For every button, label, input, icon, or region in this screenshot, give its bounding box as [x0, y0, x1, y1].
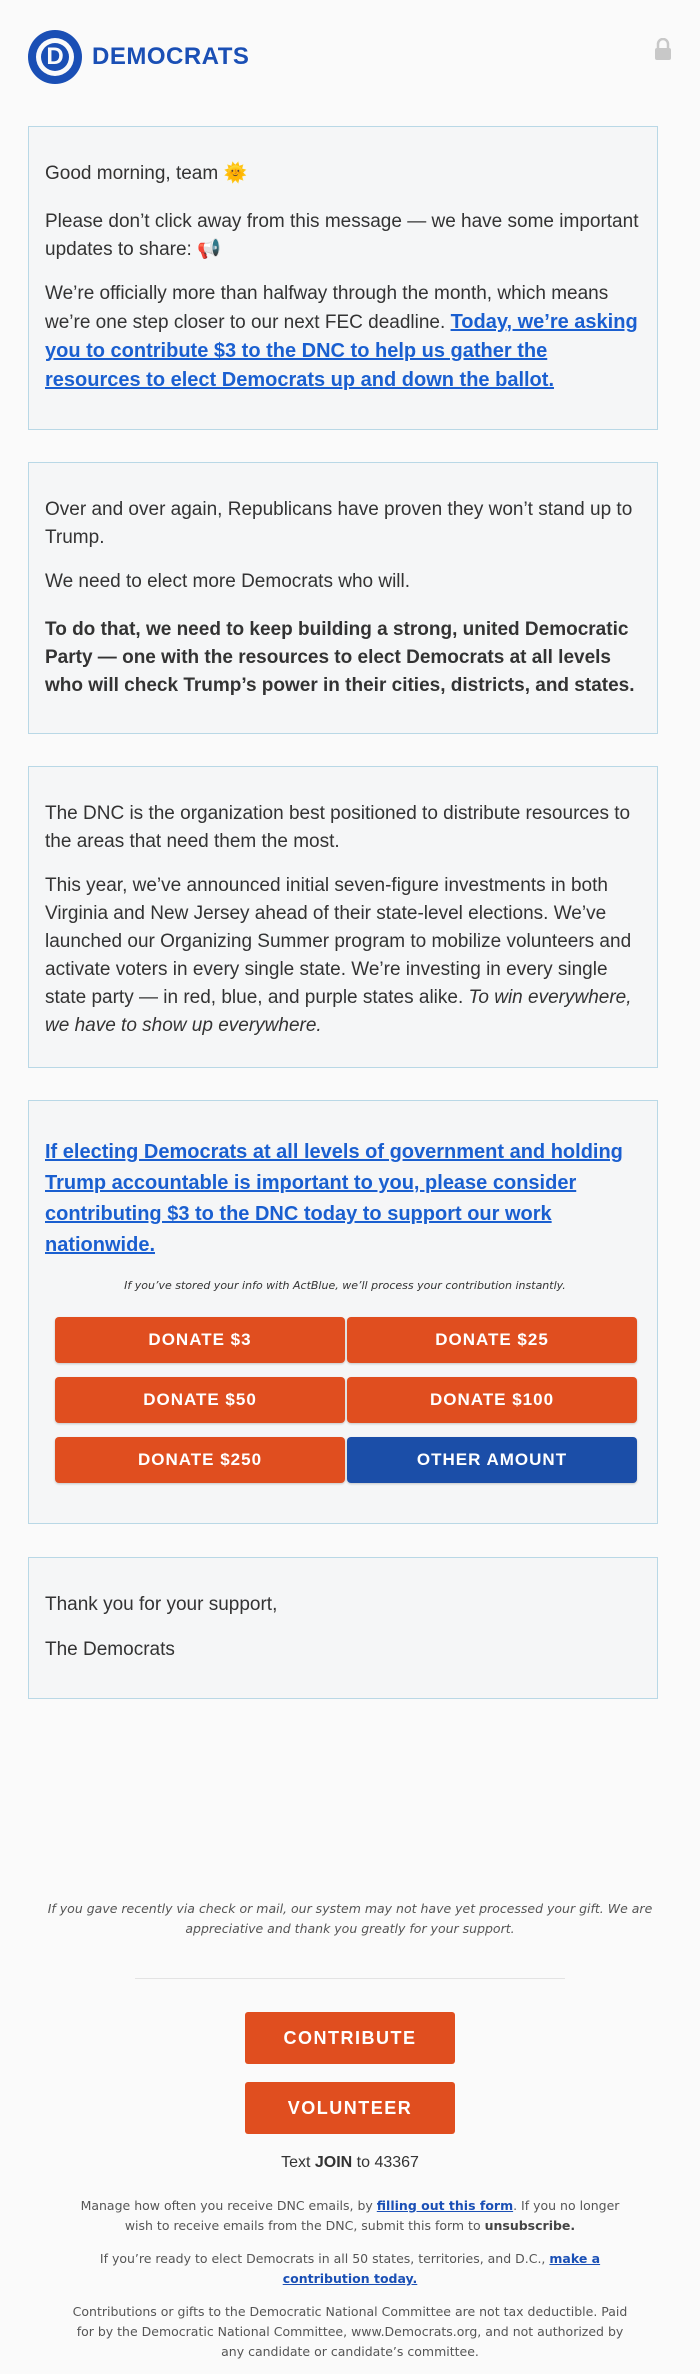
donate-100-button[interactable]: DONATE $100 — [347, 1377, 637, 1423]
democrats-logo[interactable] — [28, 30, 249, 84]
manage-emails-text: Manage how often you receive DNC emails, by filling out this form. If you no longer wish to receive emails from the DNC, submit this form to unsubscribe. — [80, 2198, 620, 2233]
signature-text: The Democrats — [45, 1639, 175, 1660]
logo-text: DEMOCRATS — [92, 43, 250, 70]
text-join-line: Text JOIN to 43367 — [281, 2154, 419, 2171]
make-contribution-link[interactable]: make a contribution today. — [282, 2251, 601, 2286]
volunteer-button[interactable]: VOLUNTEER — [245, 2082, 455, 2134]
win-everywhere-text: To win everywhere, we have to show up everywhere. — [45, 987, 632, 1036]
ready-text: If you’re ready to elect Democrats in all 50 states, territories, and D.C., make a contribution today. — [99, 2251, 601, 2286]
lock-icon — [654, 38, 672, 60]
support-link[interactable]: If electing Democrats at all levels of government and holding Trump accountable is important to you, please consider contributing $3 to the DNC today to support our work nationwide. — [45, 1141, 623, 1256]
donate-25-button[interactable]: DONATE $25 — [347, 1317, 637, 1363]
legal-disclaimer: Contributions or gifts to the Democratic National Committee are not tax deductible. Paid for by the Democratic National Committee, www.Democrats.org, and not authorized by any candidate or candidate’s committee. — [72, 2304, 628, 2359]
contribute-link[interactable]: Today, we’re asking you to contribute $3 to the DNC to help us gather the resources to elect Democrats up and down the ballot. — [45, 311, 638, 391]
email-header — [0, 0, 700, 120]
contribute-button[interactable]: CONTRIBUTE — [245, 2012, 455, 2064]
actblue-note: If you’ve stored your info with ActBlue, we’ll process your contribution instantly. — [124, 1279, 566, 1292]
footer-divider — [135, 1978, 565, 1979]
deadline-paragraph: We’re officially more than halfway through the month, which means we’re one step closer to our next FEC deadline. Today, we’re asking you to contribute $3 to the DNC to help us gather the resources to elect Democrats up and down the ballot. — [45, 283, 638, 391]
signoff-card — [28, 1557, 658, 1699]
thanks-text: Thank you for your support, — [45, 1594, 278, 1615]
republicans-paragraph: Over and over again, Republicans have proven they won’t stand up to Trump. — [45, 499, 633, 548]
donate-3-button[interactable]: DONATE $3 — [55, 1317, 345, 1363]
other-amount-button[interactable]: OTHER AMOUNT — [347, 1437, 637, 1483]
dnc-card — [28, 766, 658, 1068]
republicans-card — [28, 462, 658, 734]
donate-50-button[interactable]: DONATE $50 — [55, 1377, 345, 1423]
dnc-paragraph: The DNC is the organization best positioned to distribute resources to the areas that need them the most. — [45, 803, 631, 852]
gift-note: If you gave recently via check or mail, our system may not have yet processed your gift. We are appreciative and thank you greatly for your support. — [47, 1901, 653, 1936]
unsubscribe-link[interactable]: unsubscribe. — [484, 2218, 576, 2233]
sun-icon: 🌞 — [223, 163, 248, 184]
support-paragraph — [45, 1137, 645, 1261]
donate-250-button[interactable]: DONATE $250 — [55, 1437, 345, 1483]
greeting: Good morning, team 🌞 — [45, 163, 248, 184]
manage-form-link[interactable]: filling out this form — [376, 2198, 514, 2213]
megaphone-icon: 📢 — [197, 239, 221, 260]
intro-paragraph: Please don’t click away from this message — we have some important updates to share: 📢 — [45, 211, 639, 260]
logo-circle-icon: D — [28, 30, 82, 84]
elect-paragraph: We need to elect more Democrats who will. — [45, 571, 411, 592]
donate-card — [28, 1100, 658, 1524]
united-party-paragraph: To do that, we need to keep building a strong, united Democratic Party — one with the resources to elect Democrats at all levels who will check Trump’s power in their cities, districts, and states. — [45, 619, 635, 696]
investments-paragraph: This year, we’ve announced initial seven-figure investments in both Virginia and New Jersey ahead of their state-level elections. We’ve launched our Organizing Summer program to mobilize volunteers and activate voters in every single state. We’re investing in every single state party — in red, blue, and purple states alike. To win everywhere, we have to show up everywhere. — [45, 875, 632, 1036]
intro-card — [28, 126, 658, 430]
